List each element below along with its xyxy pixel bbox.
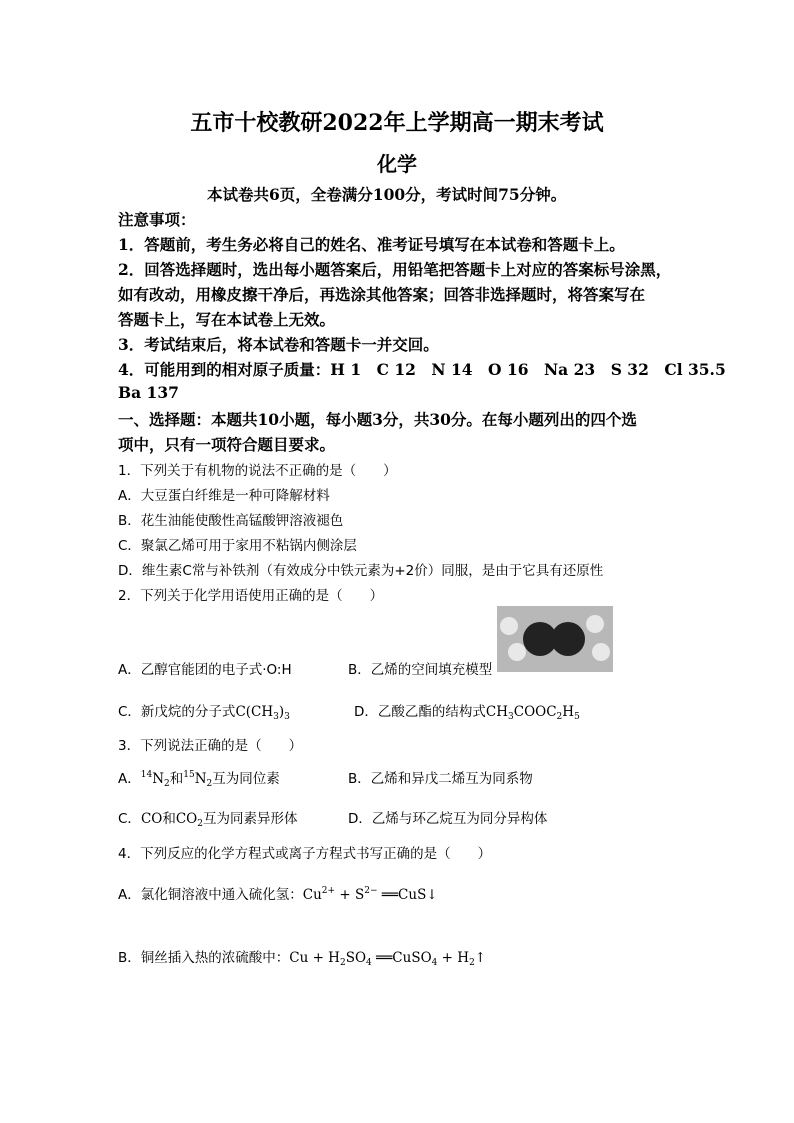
q4-option-a: A．氯化铜溶液中通入硫化氢：$Cu^{2+} + S^{2-}$ ══CuS↓ xyxy=(118,886,438,903)
q4-option-b: B．铜丝插入热的浓硫酸中：$Cu + H_2SO_4$ ══CuSO$_4$ + $H_2↑$ xyxy=(118,950,487,968)
notice-2b: 如有改动，用橡皮擦干净后，再选涂其他答案；回答非选择题时，将答案写在 xyxy=(118,285,646,304)
notice-4b: Ba 137 xyxy=(118,383,179,402)
q2-option-d: D．乙酸乙酯的结构式$CH_3COOC_2H_5$ xyxy=(354,704,580,722)
exam-info: 本试卷共6页，全卷满分100分，考试时间75分钟。 xyxy=(207,185,567,204)
q2-a-formula: ·O:H xyxy=(262,662,292,678)
notice-heading: 注意事项： xyxy=(118,210,196,229)
notice-2c: 答题卡上，写在本试卷上无效。 xyxy=(118,310,336,329)
q4-stem: 4．下列反应的化学方程式或离子方程式书写正确的是（ ） xyxy=(118,846,492,862)
q1-stem: 1．下列关于有机物的说法不正确的是（ ） xyxy=(118,463,397,479)
q3-option-c: C．CO和$CO_2$互为同素异形体 xyxy=(118,811,298,829)
q3-a-text: 互为同位素 xyxy=(212,771,280,787)
q1-option-c: C．聚氯乙烯可用于家用不粘锅内侧涂层 xyxy=(118,538,357,554)
q3-c-text: 互为同素异形体 xyxy=(202,811,298,827)
subject-title: 化学 xyxy=(377,152,417,176)
notice-4a: 4．可能用到的相对原子质量：H 1 C 12 N 14 O 16 Na 23 S 32 Cl 35.5 xyxy=(118,360,726,379)
q3-option-a: A．$^{14}N_2$和$^{15}N_2$互为同位素 xyxy=(118,770,280,789)
q1-option-b: B．花生油能使酸性高锰酸钾溶液褪色 xyxy=(118,513,344,529)
notice-1: 1．答题前，考生务必将自己的姓名、准考证号填写在本试卷和答题卡上。 xyxy=(118,235,625,254)
q1-option-d: D．维生素C常与补铁剂（有效成分中铁元素为+2价）同服，是由于它具有还原性 xyxy=(118,563,604,579)
q2-option-b: B．乙烯的空间填充模型 xyxy=(348,662,493,678)
notice-2a: 2．回答选择题时，选出每小题答案后，用铅笔把答题卡上对应的答案标号涂黑， xyxy=(118,260,672,279)
q1-option-a: A．大豆蛋白纤维是一种可降解材料 xyxy=(118,488,330,504)
q2-option-c: C．新戊烷的分子式$C(CH_3)_3$ xyxy=(118,704,290,722)
q3-stem: 3．下列说法正确的是（ ） xyxy=(118,738,303,754)
exam-title: 五市十校教研2022年上学期高一期末考试 xyxy=(190,110,604,136)
section-1-line2: 项中，只有一项符合题目要求。 xyxy=(118,435,336,454)
q3-option-d: D．乙烯与环乙烷互为同分异构体 xyxy=(348,811,548,827)
section-1-line1: 一、选择题：本题共10小题，每小题3分，共30分。在每小题列出的四个选 xyxy=(118,410,637,429)
notice-3: 3．考试结束后，将本试卷和答题卡一并交回。 xyxy=(118,335,439,354)
q2-option-a xyxy=(118,658,292,678)
q2-c-text: C．新戊烷的分子式 xyxy=(118,704,236,720)
q2-a-text: A．乙醇官能团的电子式 xyxy=(118,662,263,678)
ethylene-space-filling-model-image xyxy=(497,606,613,672)
q2-stem: 2．下列关于化学用语使用正确的是（ ） xyxy=(118,588,384,604)
q3-option-b: B．乙烯和异戊二烯互为同系物 xyxy=(348,771,533,787)
q4-b-text: B．铜丝插入热的浓硫酸中： xyxy=(118,950,290,966)
q2-d-text: D．乙酸乙酯的结构式 xyxy=(354,704,486,720)
q4-a-text: A．氯化铜溶液中通入硫化氢： xyxy=(118,887,303,903)
